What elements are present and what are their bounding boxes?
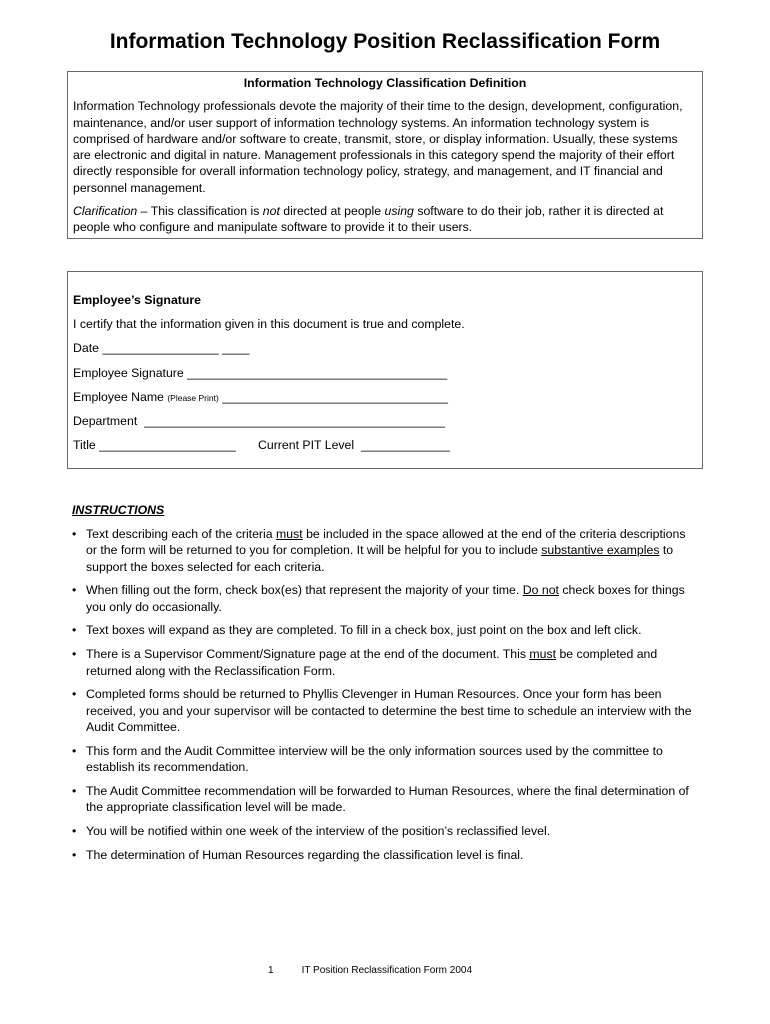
- definition-heading: Information Technology Classification Definition: [243, 76, 527, 90]
- item-emphasis: must: [529, 647, 557, 662]
- instructions-heading: INSTRUCTIONS: [72, 503, 165, 517]
- list-item: [72, 582, 697, 615]
- item-text: There is a Supervisor Comment/Signature page at the end of the document. This: [86, 647, 530, 662]
- bullet-icon: •: [72, 647, 77, 662]
- bullet-icon: •: [72, 527, 77, 541]
- title-pit-row: [73, 437, 697, 461]
- list-item: [72, 622, 697, 638]
- department-field[interactable]: Department ____________________________________________: [73, 413, 445, 428]
- item-text: check boxes for things you only do occasionally.: [86, 583, 685, 614]
- certify-statement: I certify that the information given in this document is true and complete.: [73, 317, 465, 332]
- bullet-icon: •: [72, 623, 77, 638]
- definition-paragraph: Information Technology professionals devote the majority of their time to the design, development, configuration, maintenance, and/or user support of information technology systems. An information technology system is comprised of hardware and/or software to create, transmit, store, or display information. Usually, these systems are electronic and digital in nature. Management professionals in this category spend the majority of their effort directly responsible for overall information technology policy, strategy, and management, and IT financial and personnel management.: [73, 99, 683, 195]
- employee-name-blank[interactable]: _________________________________: [218, 389, 448, 404]
- clarification-text: – This classification is: [137, 204, 263, 219]
- signature-box: [67, 271, 703, 469]
- bullet-icon: •: [72, 583, 77, 598]
- please-print-note: (Please Print): [167, 392, 219, 403]
- list-item: [72, 646, 697, 679]
- item-text: to support the boxes selected for each criteria.: [86, 543, 674, 574]
- list-item: [72, 526, 697, 575]
- title-field[interactable]: Title ____________________: [73, 438, 236, 453]
- clarification-label: Clarification: [73, 204, 138, 219]
- item-emphasis: substantive examples: [541, 543, 660, 558]
- bullet-icon: •: [72, 687, 77, 702]
- item-text: be included in the space allowed at the end of the criteria descriptions or the form will be returned to you for completion. It will be helpful for you to include: [86, 527, 686, 558]
- clarification-paragraph: [73, 203, 697, 236]
- item-text: The Audit Committee recommendation will be forwarded to Human Resources, where the final determination of the appropriate classification level will be made.: [86, 783, 689, 815]
- list-item: [72, 743, 697, 776]
- item-text: be completed and returned along with the Reclassification Form.: [86, 647, 658, 678]
- clarification-text: directed at people: [279, 204, 385, 219]
- clarification-not: not: [262, 204, 280, 219]
- page-footer: [268, 965, 472, 976]
- footer-text: IT Position Reclassification Form 2004: [301, 965, 473, 976]
- list-item: [72, 686, 697, 735]
- signature-heading: Employee’s Signature: [73, 293, 202, 307]
- list-item: [72, 823, 697, 839]
- page-number: 1: [268, 965, 274, 976]
- employee-signature-field[interactable]: Employee Signature ______________________________________: [73, 365, 448, 380]
- list-item: [72, 847, 697, 863]
- bullet-icon: •: [72, 847, 77, 862]
- clarification-using: using: [384, 204, 414, 219]
- list-item: [72, 783, 697, 816]
- pit-level-field[interactable]: Current PIT Level _____________: [257, 438, 450, 453]
- item-text: Text boxes will expand as they are completed. To fill in a check box, just point on the box and left click.: [86, 623, 642, 638]
- page-title: Information Technology Position Reclassification Form: [109, 30, 661, 53]
- item-text: You will be notified within one week of the interview of the position’s reclassified level.: [86, 823, 551, 838]
- bullet-icon: •: [72, 743, 77, 758]
- item-text: When filling out the form, check box(es) that represent the majority of your time.: [86, 583, 523, 598]
- clarification-text: software to do their job, rather it is directed at people who configure and manipulate software to provide it to their users.: [73, 204, 664, 235]
- employee-name-field[interactable]: [73, 389, 697, 413]
- item-text: This form and the Audit Committee interview will be the only information sources used by the committee to establish its recommendation.: [86, 743, 663, 775]
- item-text: Completed forms should be returned to Phyllis Clevenger in Human Resources. Once your form has been received, you and your supervisor will be contacted to determine the best time to schedule an interview with the Audit Committee.: [86, 687, 692, 734]
- definition-box: [67, 71, 703, 239]
- bullet-icon: •: [72, 823, 77, 838]
- employee-name-label: Employee Name: [73, 389, 168, 404]
- date-field[interactable]: Date _________________ ____: [73, 341, 250, 356]
- item-emphasis: must: [276, 527, 303, 541]
- bullet-icon: •: [72, 783, 77, 798]
- instructions-section: [72, 502, 697, 871]
- item-text: Text describing each of the criteria: [86, 527, 277, 541]
- item-text: The determination of Human Resources regarding the classification level is final.: [86, 847, 524, 862]
- item-emphasis: Do not: [522, 583, 559, 598]
- instructions-list: [72, 526, 697, 863]
